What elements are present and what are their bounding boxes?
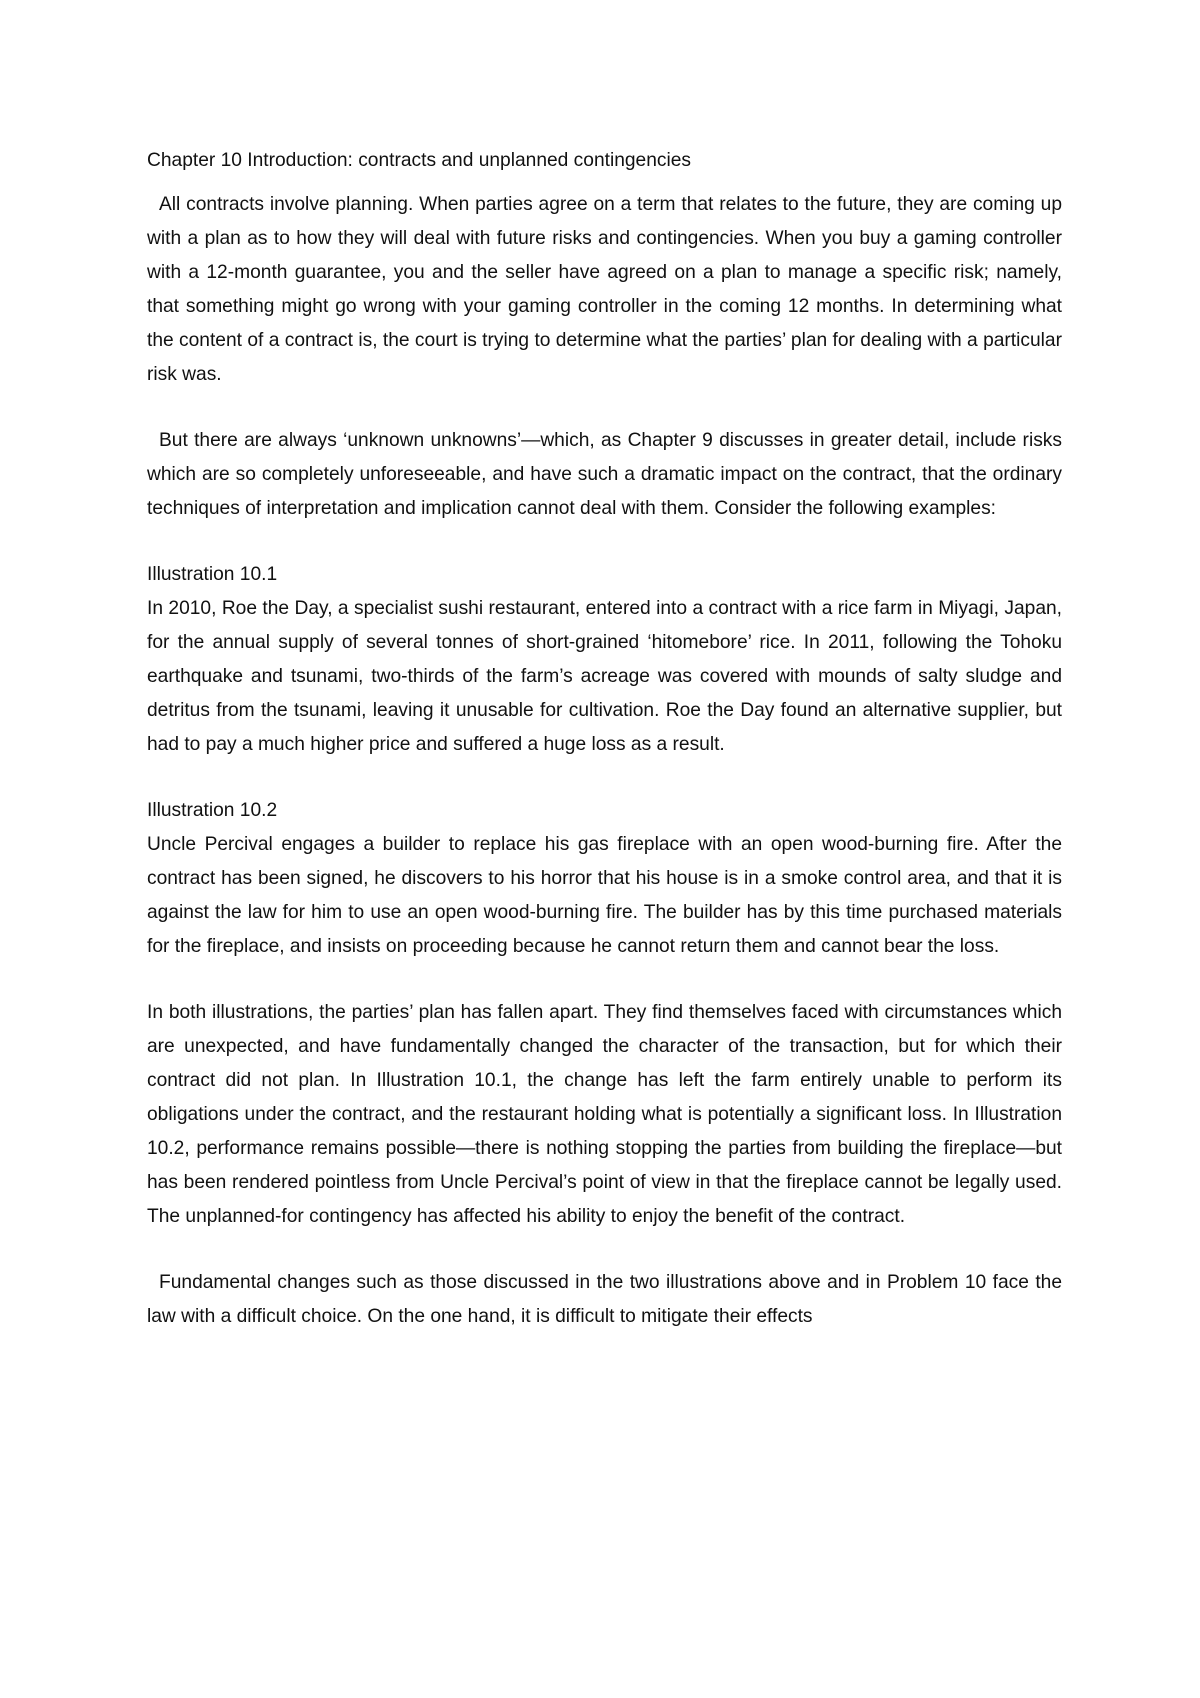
illustration-10-1 (147, 558, 1062, 762)
chapter-title: Chapter 10 Introduction: contracts and unplanned contingencies (147, 150, 692, 171)
paragraph-planning: All contracts involve planning. When parties agree on a term that relates to the future, they are coming up with a plan as to how they will deal with future risks and contingencies. When you buy a gaming controller with a 12-month guarantee, you and the seller have agreed on a plan to manage a specific risk; namely, that something might go wrong with your gaming controller in the coming 12 months. In determining what the content of a contract is, the court is trying to determine what the parties’ plan for dealing with a particular risk was. (147, 194, 1062, 385)
illustration-10-1-heading: Illustration 10.1 (147, 564, 278, 585)
illustration-10-1-text: In 2010, Roe the Day, a specialist sushi restaurant, entered into a contract with a rice farm in Miyagi, Japan, for the annual supply of several tonnes of short-grained ‘hitomebore’ rice. In 2011, following the Tohoku earthquake and tsunami, two-thirds of the farm’s acreage was covered with mounds of salty sludge and detritus from the tsunami, leaving it unusable for cultivation. Roe the Day found an alternative supplier, but had to pay a much higher price and suffered a huge loss as a result. (147, 598, 1062, 755)
document-body (147, 144, 1062, 1334)
paragraph-unknown-unknowns: But there are always ‘unknown unknowns’—which, as Chapter 9 discusses in greater detail, include risks which are so completely unforeseeable, and have such a dramatic impact on the contract, that the ordinary techniques of interpretation and implication cannot deal with them. Consider the following examples: (147, 430, 1062, 519)
illustration-10-2-heading: Illustration 10.2 (147, 800, 278, 821)
illustration-10-2-text: Uncle Percival engages a builder to replace his gas fireplace with an open wood-burning fire. After the contract has been signed, he discovers to his horror that his house is in a smoke control area, and that it is against the law for him to use an open wood-burning fire. The builder has by this time purchased materials for the fireplace, and insists on proceeding because he cannot return them and cannot bear the loss. (147, 834, 1062, 957)
paragraph-fundamental-changes: Fundamental changes such as those discussed in the two illustrations above and in Problem 10 face the law with a difficult choice. On the one hand, it is difficult to mitigate their effects (147, 1272, 1062, 1327)
paragraph-both-illustrations: In both illustrations, the parties’ plan has fallen apart. They find themselves faced with circumstances which are unexpected, and have fundamentally changed the character of the transaction, but for which their contract did not plan. In Illustration 10.1, the change has left the farm entirely unable to perform its obligations under the contract, and the restaurant holding what is potentially a significant loss. In Illustration 10.2, performance remains possible—there is nothing stopping the parties from building the fireplace—but has been rendered pointless from Uncle Percival’s point of view in that the fireplace cannot be legally used. The unplanned-for contingency has affected his ability to enjoy the benefit of the contract. (147, 1002, 1062, 1227)
illustration-10-2 (147, 794, 1062, 964)
